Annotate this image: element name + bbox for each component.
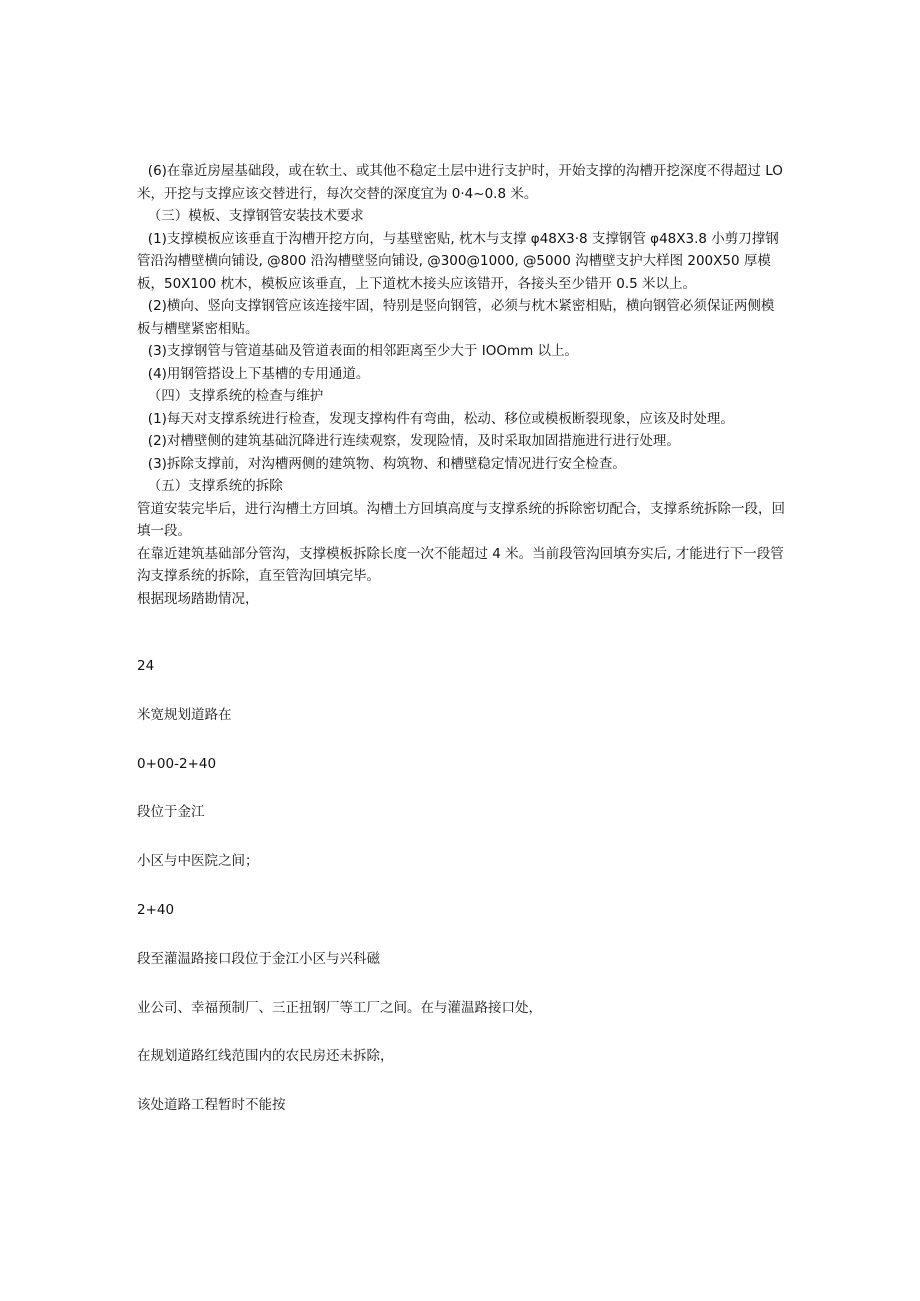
paragraph-removal-2: 在靠近建筑基础部分管沟，支撑模板拆除长度一次不能超过 4 米。当前段管沟回填夯实后, 才能进行下一段管沟支撑系统的拆除，直至管沟回填完毕。 <box>137 545 784 584</box>
text-fragment: 24 <box>137 658 155 674</box>
paragraph-clause-6: (6)在靠近房屋基础段，或在软土、或其他不稳定土层中进行支护时，开始支撑的沟槽开挖深度不得超过 LO 米，开挖与支撑应该交替进行，每次交替的深度宜为 0·4~0.8 米。 <box>137 163 783 202</box>
paragraph-clause-1: (1)支撑模板应该垂直于沟槽开挖方向，与基壁密贴, 枕木与支撑 φ48X3·8 支撑钢管 φ48X3.8 小剪刀撑钢管沿沟槽壁横向铺设, @800 沿沟槽壁竖向铺设, @300@1000, @5000 沟槽壁支护大样图 200X50 厚模板，50X100 枕木，模板应该垂直，上下道枕木接头应该错开，各接头至少错开 0.5 米以上。 <box>137 230 779 292</box>
paragraph-check-1: (1)每天对支撑系统进行检查，发现支撑构件有弯曲，松动、移位或模板断裂现象，应该及时处理。 <box>147 410 734 427</box>
text-fragment: 在规划道路红线范围内的农民房还未拆除， <box>137 1048 394 1065</box>
paragraph-site-survey: 根据现场踏勘情况， <box>137 590 259 607</box>
text-fragments <box>137 655 787 1143</box>
text-fragment: 业公司、幸福预制厂、三正扭钢厂等工厂之间。在与灌温路接口处， <box>137 999 542 1016</box>
paragraph-clause-2: (2)横向、竖向支撑钢管应该连接牢固，特别是竖向钢管，必须与枕木紧密相贴，横向钢管必须保证两侧模板与槽壁紧密相贴。 <box>137 298 775 337</box>
paragraph-removal-1: 管道安装完毕后，进行沟槽土方回填。沟槽土方回填高度与支撑系统的拆除密切配合，支撑系统拆除一段，回填一段。 <box>137 500 785 539</box>
section-heading-4: （四）支撑系统的检查与维护 <box>147 388 324 404</box>
document-body <box>137 160 787 610</box>
text-fragment: 段位于金江 <box>137 804 205 821</box>
text-fragment: 米宽规划道路在 <box>137 706 232 723</box>
section-heading-5: （五）支撑系统的拆除 <box>147 478 283 494</box>
text-fragment: 2+40 <box>137 901 175 918</box>
paragraph-check-2: (2)对槽壁侧的建筑基础沉降进行连续观察，发现险情，及时采取加固措施进行进行处理。 <box>147 433 680 449</box>
text-fragment: 该处道路工程暂时不能按 <box>137 1097 286 1114</box>
section-heading-3: （三）模板、支撑钢管安装技术要求 <box>147 208 364 224</box>
text-fragment: 0+00-2+40 <box>137 755 217 772</box>
paragraph-clause-3: (3)支撑钢管与管道基础及管道表面的相邻距离至少大于 IOOmm 以上。 <box>147 343 579 359</box>
text-fragment: 段至灌温路接口段位于金江小区与兴科磁 <box>137 950 380 967</box>
text-fragment: 小区与中医院之间； <box>137 853 259 870</box>
paragraph-check-3: (3)拆除支撑前，对沟槽两侧的建筑物、构筑物、和槽壁稳定情况进行安全检查。 <box>147 455 626 472</box>
paragraph-clause-4: (4)用钢管搭设上下基槽的专用通道。 <box>147 365 370 382</box>
